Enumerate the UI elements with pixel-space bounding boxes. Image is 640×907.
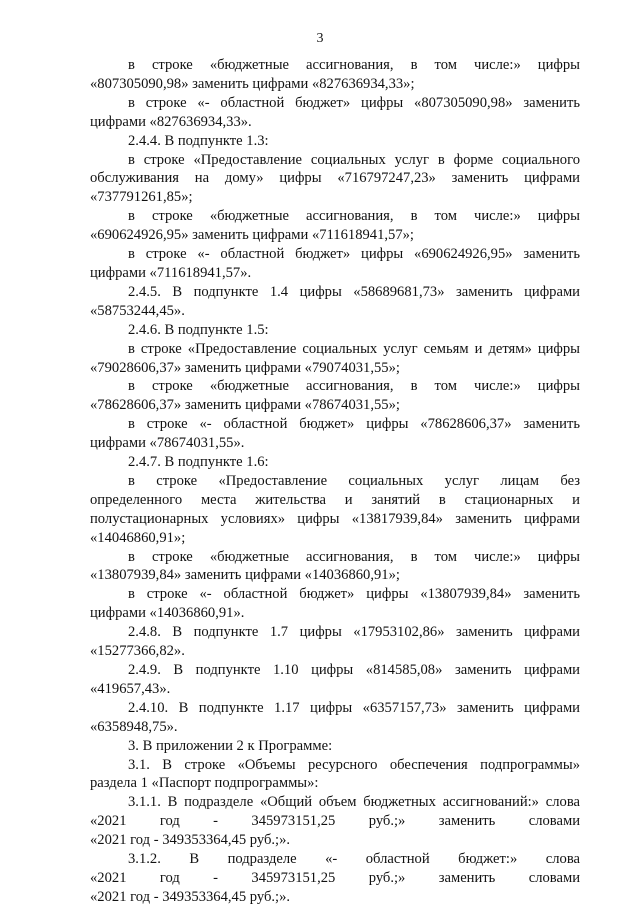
text-line: «79028606,37» заменить цифрами «79074031,55»;: [90, 359, 400, 376]
text-line: «6358948,75».: [90, 718, 178, 735]
text-line: «2021 год - 345973151,25 руб.;» заменить словами: [90, 869, 580, 886]
text-line: в строке «Предоставление социальных услуг в форме социального: [128, 151, 580, 168]
text-line: в строке «- областной бюджет» цифры «690624926,95» заменить: [128, 246, 580, 263]
page-number: 3: [316, 31, 324, 46]
text-line: в строке «- областной бюджет» цифры «807305090,98» заменить: [128, 94, 580, 111]
text-line: «690624926,95» заменить цифрами «711618941,57»;: [90, 227, 414, 244]
text-line: «419657,43».: [90, 680, 171, 697]
text-line: в строке «- областной бюджет» цифры «13807939,84» заменить: [128, 586, 580, 603]
text-line: цифрами «78674031,55».: [90, 435, 245, 452]
document-body: [90, 56, 580, 907]
text-line: «2021 год - 349353364,45 руб.;».: [90, 888, 291, 905]
text-line: «14046860,91»;: [90, 529, 186, 546]
text-line: «13807939,84» заменить цифрами «14036860,91»;: [90, 567, 400, 584]
text-line: 2.4.6. В подпункте 1.5:: [128, 321, 269, 338]
text-line: обслуживания на дому» цифры «716797247,23» заменить цифрами: [90, 170, 580, 187]
text-line: в строке «бюджетные ассигнования, в том числе:» цифры: [128, 57, 580, 73]
text-line: «2021 год - 349353364,45 руб.;».: [90, 832, 291, 849]
text-line: «807305090,98» заменить цифрами «827636934,33»;: [90, 75, 415, 92]
text-line: 2.4.7. В подпункте 1.6:: [128, 454, 269, 471]
text-line: полустационарных условиях» цифры «13817939,84» заменить цифрами: [90, 510, 580, 527]
text-line: в строке «- областной бюджет» цифры «78628606,37» заменить: [128, 416, 580, 433]
text-line: «2021 год - 345973151,25 руб.;» заменить словами: [90, 813, 580, 830]
text-line: в строке «бюджетные ассигнования, в том числе:» цифры: [128, 548, 580, 565]
text-line: 3. В приложении 2 к Программе:: [128, 737, 333, 754]
text-line: 3.1. В строке «Объемы ресурсного обеспечения подпрограммы»: [128, 756, 580, 773]
text-line: 2.4.9. В подпункте 1.10 цифры «814585,08» заменить цифрами: [128, 662, 580, 678]
text-line: цифрами «14036860,91».: [90, 605, 245, 622]
text-line: определенного места жительства и занятий в стационарных и: [90, 491, 580, 508]
text-line: в строке «бюджетные ассигнования, в том числе:» цифры: [128, 378, 580, 395]
text-line: в строке «Предоставление социальных услуг лицам без: [128, 472, 580, 489]
text-line: 2.4.5. В подпункте 1.4 цифры «58689681,73» заменить цифрами: [128, 283, 580, 300]
text-line: раздела 1 «Паспорт подпрограммы»:: [90, 775, 319, 792]
text-line: в строке «Предоставление социальных услуг семьям и детям» цифры: [128, 340, 580, 357]
text-line: «737791261,85»;: [90, 189, 193, 206]
text-line: 3.1.1. В подразделе «Общий объем бюджетных ассигнований:» слова: [128, 794, 580, 811]
text-line: цифрами «827636934,33».: [90, 113, 252, 130]
text-line: 2.4.4. В подпункте 1.3:: [128, 132, 269, 149]
text-line: «15277366,82».: [90, 643, 185, 660]
text-line: «58753244,45».: [90, 302, 185, 319]
text-line: 3.1.2. В подразделе «- областной бюджет:» слова: [128, 851, 580, 868]
text-line: 2.4.10. В подпункте 1.17 цифры «6357157,73» заменить цифрами: [128, 699, 580, 716]
text-line: «78628606,37» заменить цифрами «78674031,55»;: [90, 397, 400, 414]
text-line: в строке «бюджетные ассигнования, в том числе:» цифры: [128, 208, 580, 225]
text-line: 2.4.8. В подпункте 1.7 цифры «17953102,86» заменить цифрами: [128, 624, 580, 641]
text-line: цифрами «711618941,57».: [90, 264, 252, 281]
